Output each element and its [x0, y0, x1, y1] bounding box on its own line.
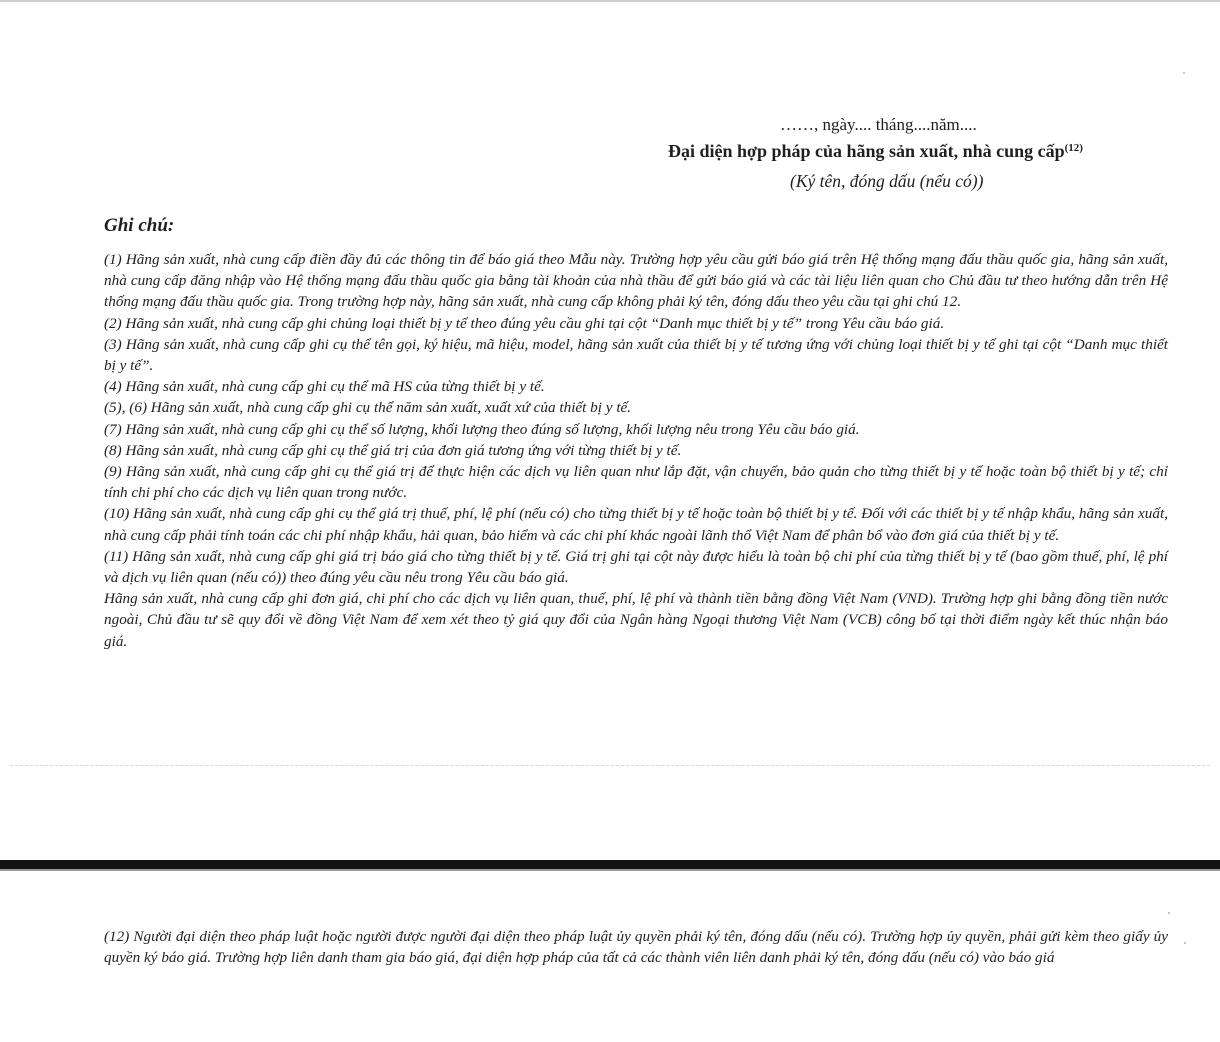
signature-title — [668, 141, 1083, 162]
note-item: Hãng sản xuất, nhà cung cấp ghi đơn giá, chi phí cho các dịch vụ liên quan, thuế, phí, lệ phí và thành tiền bằng đồng Việt Nam (VND). Trường hợp ghi bằng đồng tiền nước ngoài, Chủ đầu tư sẽ quy đổi về đồng Việt Nam để xem xét theo tỷ giá quy đổi của Ngân hàng Ngoại thương Việt Nam (VCB) công bố tại thời điểm ngày kết thúc nhận báo giá. — [104, 590, 1168, 650]
signature-title-text: Đại diện hợp pháp của hãng sản xuất, nhà cung cấp — [668, 141, 1065, 161]
note-item: (2) Hãng sản xuất, nhà cung cấp ghi chủng loại thiết bị y tế theo đúng yêu cầu ghi tại cột “Danh mục thiết bị y tế” trong Yêu cầu báo giá. — [104, 314, 945, 332]
footnote-12 — [104, 927, 1168, 968]
scan-speck — [1183, 72, 1185, 74]
signature-note: (Ký tên, đóng dấu (nếu có)) — [790, 171, 984, 191]
scan-speck — [1168, 912, 1170, 914]
note-item: (8) Hãng sản xuất, nhà cung cấp ghi cụ thể giá trị của đơn giá tương ứng với từng thiết bị y tế. — [104, 441, 682, 459]
note-item: (7) Hãng sản xuất, nhà cung cấp ghi cụ thể số lượng, khối lượng theo đúng số lượng, khối lượng nêu trong Yêu cầu báo giá. — [104, 420, 860, 438]
page-break-shadow — [0, 869, 1220, 871]
top-edge-rule — [0, 0, 1220, 2]
page-break-bar — [0, 860, 1220, 869]
signature-title-footnote-ref: (12) — [1064, 142, 1083, 154]
note-item: (3) Hãng sản xuất, nhà cung cấp ghi cụ thể tên gọi, ký hiệu, mã hiệu, model, hãng sản xuất của thiết bị y tế tương ứng với chủng loại thiết bị y tế ghi tại cột “Danh mục thiết bị y tế”. — [104, 335, 1168, 375]
note-item: (9) Hãng sản xuất, nhà cung cấp ghi cụ thể giá trị để thực hiện các dịch vụ liên quan như lắp đặt, vận chuyển, bảo quản cho từng thiết bị y tế hoặc toàn bộ thiết bị y tế; chỉ tính chi phí cho các dịch vụ liên quan trong nước. — [104, 463, 1168, 502]
note-item: (11) Hãng sản xuất, nhà cung cấp ghi giá trị báo giá cho từng thiết bị y tế. Giá trị ghi tại cột này được hiểu là toàn bộ chi phí của từng thiết bị y tế (bao gồm thuế, phí, lệ phí và dịch vụ liên quan (nếu có)) theo đúng yêu cầu nêu trong Yêu cầu báo giá. — [104, 547, 1168, 587]
date-line: ……, ngày.... tháng....năm.... — [780, 115, 977, 134]
note-item: (5), (6) Hãng sản xuất, nhà cung cấp ghi cụ thể năm sản xuất, xuất xứ của thiết bị y tế. — [104, 399, 632, 417]
note-item: (10) Hãng sản xuất, nhà cung cấp ghi cụ thể giá trị thuế, phí, lệ phí (nếu có) cho từng thiết bị y tế hoặc toàn bộ thiết bị y tế. Đối với các thiết bị y tế nhập khẩu, hãng sản xuất, nhà cung cấp phải tính toán các chi phí nhập khẩu, hải quan, bảo hiểm và các chi phí khác ngoài lãnh thổ Việt Nam để phân bổ vào đơn giá của thiết bị y tế. — [104, 505, 1168, 544]
scan-speck — [1184, 942, 1186, 944]
note-item: (1) Hãng sản xuất, nhà cung cấp điền đầy đủ các thông tin để báo giá theo Mẫu này. Trường hợp yêu cầu gửi báo giá trên Hệ thống mạng đấu thầu quốc gia, hãng sản xuất, nhà cung cấp đăng nhập vào Hệ thống mạng đấu thầu quốc gia bằng tài khoản của nhà thầu để gửi báo giá và các tài liệu liên quan cho Chủ đầu tư theo hướng dẫn trên Hệ thống mạng đấu thầu quốc gia. Trong trường hợp này, hãng sản xuất, nhà cung cấp không phải ký tên, đóng dấu theo yêu cầu tại ghi chú 12. — [104, 251, 1168, 311]
faint-separator — [10, 765, 1210, 766]
notes-heading: Ghi chú: — [104, 215, 175, 236]
notes-list — [104, 249, 1168, 652]
footnote-text: (12) Người đại diện theo pháp luật hoặc người được người đại diện theo pháp luật ủy quyền phải ký tên, đóng dấu (nếu có). Trường hợp ủy quyền, phải gửi kèm theo giấy ủy quyền ký báo giá. Trường hợp liên danh tham gia báo giá, đại diện hợp pháp của tất cả các thành viên liên danh phải ký tên, đóng dấu (nếu có) vào báo giá — [104, 928, 1168, 966]
note-item: (4) Hãng sản xuất, nhà cung cấp ghi cụ thể mã HS của từng thiết bị y tế. — [104, 378, 545, 396]
